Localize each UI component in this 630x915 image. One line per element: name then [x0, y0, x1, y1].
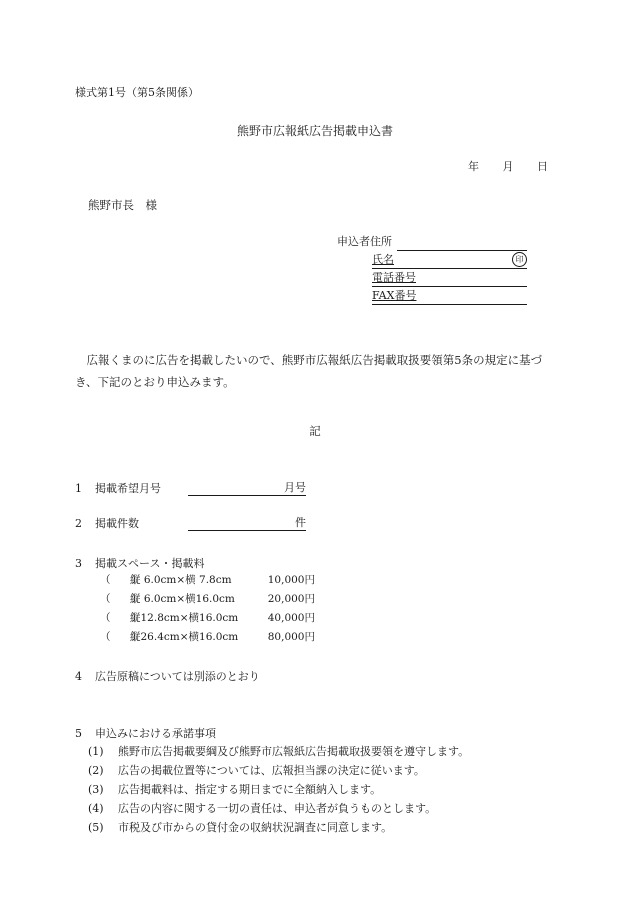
consent-number: (5)	[88, 821, 104, 834]
date-year-label: 年	[468, 160, 479, 173]
item-number: 5	[75, 727, 82, 740]
consent-item	[88, 783, 469, 802]
applicant-phone-row	[337, 271, 532, 289]
option-size: 縦 6.0cm×横 7.8cm	[130, 574, 232, 586]
consent-item	[88, 745, 469, 764]
applicant-name-field[interactable]	[372, 268, 527, 269]
option-fee: 10,000円	[267, 574, 315, 586]
applicant-block	[337, 235, 532, 307]
space-option[interactable]	[100, 631, 360, 650]
space-option[interactable]	[100, 593, 360, 612]
consent-item	[88, 821, 469, 840]
field-suffix: 月号	[284, 481, 306, 494]
applicant-name-label: 氏名	[372, 253, 394, 266]
option-fee: 40,000円	[267, 612, 315, 624]
option-fee: 80,000円	[267, 631, 315, 643]
option-checkbox[interactable]: （ ）	[100, 593, 142, 605]
applicant-fax-field[interactable]	[372, 304, 527, 305]
item-desired-issue	[75, 482, 161, 495]
item-label: 掲載件数	[95, 517, 139, 530]
item-number: 2	[75, 517, 82, 530]
ki-heading: 記	[309, 424, 321, 438]
item-consent	[75, 727, 216, 740]
item-space-fee	[75, 557, 204, 570]
applicant-fax-label: FAX番号	[372, 289, 417, 302]
consent-item	[88, 802, 469, 821]
consent-text: 広告掲載料は、指定する期日までに全額納入します。	[118, 783, 382, 796]
applicant-address-row	[337, 235, 532, 253]
applicant-address-label: 申込者住所	[337, 235, 392, 248]
consent-number: (3)	[88, 783, 104, 796]
applicant-fax-row	[337, 289, 532, 307]
item-label: 申込みにおける承諾事項	[95, 727, 216, 740]
item-ad-count	[75, 517, 139, 530]
item-label: 広告原稿については別添のとおり	[95, 670, 260, 683]
space-options-list	[100, 574, 360, 650]
space-option[interactable]	[100, 612, 360, 631]
applicant-address-field[interactable]	[397, 250, 527, 251]
date-day-label: 日	[537, 160, 548, 173]
item-number: 1	[75, 482, 82, 495]
consent-text: 広告の掲載位置等については、広報担当課の決定に従います。	[118, 764, 425, 777]
form-number: 様式第1号（第5条関係）	[75, 86, 199, 99]
applicant-phone-field[interactable]	[372, 286, 527, 287]
consent-text: 広告の内容に関する一切の責任は、申込者が負うものとします。	[118, 802, 437, 815]
consent-text: 熊野市広告掲載要綱及び熊野市広報紙広告掲載取扱要領を遵守します。	[118, 745, 470, 758]
option-checkbox[interactable]: （ ）	[100, 631, 142, 643]
option-size: 縦 6.0cm×横16.0cm	[130, 593, 235, 605]
option-fee: 20,000円	[267, 593, 315, 605]
consent-item	[88, 764, 469, 783]
applicant-name-row	[337, 253, 532, 271]
addressee: 熊野市長 様	[88, 198, 157, 212]
date-month-label: 月	[502, 160, 514, 173]
option-checkbox[interactable]: （ ）	[100, 574, 142, 586]
item-manuscript	[75, 670, 260, 683]
consent-text: 市税及び市からの貸付金の収納状況調査に同意します。	[118, 821, 393, 834]
document-title: 熊野市広報紙広告掲載申込書	[236, 124, 393, 138]
item-label: 掲載希望月号	[95, 482, 161, 495]
consent-number: (1)	[88, 745, 104, 758]
item-number: 3	[75, 557, 82, 570]
field-suffix: 件	[295, 516, 306, 529]
consent-list	[88, 745, 469, 840]
ad-count-field[interactable]	[188, 516, 306, 531]
option-size: 縦12.8cm×横16.0cm	[130, 612, 239, 624]
desired-issue-field[interactable]	[188, 481, 306, 496]
intro-paragraph: 広報くまのに広告を掲載したいので、熊野市広報紙広告掲載取扱要領第5条の規定に基づき、下記のとおり申込みます。	[75, 353, 543, 389]
option-size: 縦26.4cm×横16.0cm	[130, 631, 239, 643]
option-checkbox[interactable]: （ ）	[100, 612, 142, 624]
date-line	[468, 160, 548, 173]
item-number: 4	[75, 670, 82, 683]
item-label: 掲載スペース・掲載料	[95, 557, 205, 570]
consent-number: (4)	[88, 802, 104, 815]
consent-number: (2)	[88, 764, 104, 777]
space-option[interactable]	[100, 574, 360, 593]
seal-mark: 印	[512, 252, 527, 267]
applicant-phone-label: 電話番号	[372, 271, 416, 284]
